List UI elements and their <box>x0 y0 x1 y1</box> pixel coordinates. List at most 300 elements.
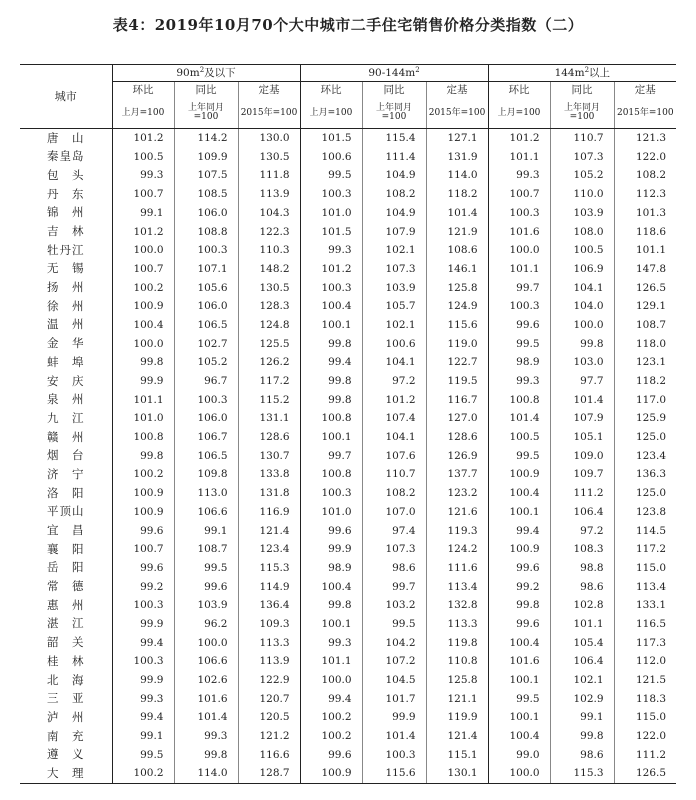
index-value: 104.9 <box>362 166 426 185</box>
index-value: 126.5 <box>614 279 676 298</box>
city-name: 常 德 <box>47 579 85 594</box>
index-value: 110.7 <box>362 465 426 484</box>
index-value: 100.7 <box>112 185 174 204</box>
index-value: 99.6 <box>112 521 174 540</box>
index-value: 130.5 <box>238 279 300 298</box>
table-row <box>20 596 676 615</box>
group-header-small: $90m^2$及以下 <box>112 65 300 82</box>
table-row <box>20 279 676 298</box>
city-name: 九 江 <box>47 410 85 425</box>
index-value: 99.0 <box>488 746 550 765</box>
index-value: 106.0 <box>174 204 238 223</box>
index-value: 116.5 <box>614 615 676 634</box>
index-value: 106.4 <box>550 652 614 671</box>
index-value: 101.6 <box>488 222 550 241</box>
subcol-header: 定基 <box>426 82 488 99</box>
index-value: 99.3 <box>174 727 238 746</box>
index-value: 127.1 <box>426 129 488 148</box>
index-value: 132.8 <box>426 596 488 615</box>
index-value: 102.1 <box>550 671 614 690</box>
index-value: 100.6 <box>300 148 362 167</box>
index-value: 122.3 <box>238 222 300 241</box>
index-value: 100.9 <box>112 484 174 503</box>
index-value: 99.5 <box>112 746 174 765</box>
city-name: 吉 林 <box>47 224 85 239</box>
index-value: 122.0 <box>614 727 676 746</box>
index-value: 101.4 <box>174 708 238 727</box>
index-value: 107.5 <box>174 166 238 185</box>
table-row <box>20 428 676 447</box>
index-value: 114.5 <box>614 521 676 540</box>
index-value: 102.8 <box>550 596 614 615</box>
index-value: 99.3 <box>300 634 362 653</box>
table-row <box>20 185 676 204</box>
base-header: 上月=100 <box>112 98 174 129</box>
index-value: 100.0 <box>488 241 550 260</box>
index-value: 99.7 <box>488 279 550 298</box>
index-value: 115.4 <box>362 129 426 148</box>
index-value: 109.9 <box>174 148 238 167</box>
city-name: 赣 州 <box>47 429 85 444</box>
index-value: 115.6 <box>426 316 488 335</box>
subcol-header: 环比 <box>112 82 174 99</box>
index-value: 99.5 <box>362 615 426 634</box>
index-value: 123.4 <box>614 447 676 466</box>
city-name: 南 充 <box>47 728 85 743</box>
table-row <box>20 559 676 578</box>
index-value: 101.4 <box>362 727 426 746</box>
index-value: 100.8 <box>300 465 362 484</box>
index-value: 106.9 <box>550 260 614 279</box>
index-value: 102.6 <box>174 671 238 690</box>
index-value: 100.1 <box>300 316 362 335</box>
index-value: 104.1 <box>550 279 614 298</box>
index-value: 109.8 <box>174 465 238 484</box>
index-value: 99.1 <box>112 204 174 223</box>
table-row <box>20 764 676 783</box>
index-value: 115.1 <box>426 746 488 765</box>
index-value: 104.5 <box>362 671 426 690</box>
index-value: 108.2 <box>362 185 426 204</box>
index-value: 100.5 <box>488 428 550 447</box>
index-value: 99.2 <box>112 578 174 597</box>
index-value: 102.1 <box>362 241 426 260</box>
index-value: 100.4 <box>488 634 550 653</box>
index-value: 123.2 <box>426 484 488 503</box>
city-name: 唐 山 <box>47 130 85 145</box>
table-row <box>20 129 676 148</box>
index-value: 121.3 <box>614 129 676 148</box>
index-value: 146.1 <box>426 260 488 279</box>
index-value: 98.8 <box>550 559 614 578</box>
table-row <box>20 727 676 746</box>
index-value: 105.2 <box>174 353 238 372</box>
index-value: 131.8 <box>238 484 300 503</box>
index-value: 99.8 <box>550 727 614 746</box>
index-value: 131.1 <box>238 409 300 428</box>
index-value: 99.9 <box>112 372 174 391</box>
index-value: 120.5 <box>238 708 300 727</box>
base-header: 上年同月 =100 <box>550 98 614 129</box>
index-value: 120.7 <box>238 690 300 709</box>
index-value: 100.2 <box>300 727 362 746</box>
index-value: 101.0 <box>300 503 362 522</box>
index-value: 107.9 <box>362 222 426 241</box>
city-name: 徐 州 <box>47 298 85 313</box>
index-value: 99.3 <box>488 166 550 185</box>
index-value: 147.8 <box>614 260 676 279</box>
index-value: 111.8 <box>238 166 300 185</box>
index-value: 125.0 <box>614 484 676 503</box>
table-row <box>20 503 676 522</box>
index-value: 99.4 <box>112 634 174 653</box>
city-name: 泉 州 <box>47 392 85 407</box>
index-value: 99.8 <box>112 353 174 372</box>
index-value: 122.0 <box>614 148 676 167</box>
index-value: 97.2 <box>362 372 426 391</box>
price-index-table <box>20 64 676 784</box>
table-row <box>20 391 676 410</box>
index-value: 98.9 <box>300 559 362 578</box>
index-value: 110.3 <box>238 241 300 260</box>
subcol-header: 同比 <box>362 82 426 99</box>
table-row <box>20 540 676 559</box>
index-value: 101.1 <box>614 241 676 260</box>
index-value: 97.7 <box>550 372 614 391</box>
index-value: 99.8 <box>112 447 174 466</box>
city-name: 温 州 <box>47 317 85 332</box>
index-value: 99.4 <box>300 353 362 372</box>
index-value: 102.7 <box>174 335 238 354</box>
index-value: 130.7 <box>238 447 300 466</box>
table-row <box>20 297 676 316</box>
index-value: 122.9 <box>238 671 300 690</box>
index-value: 101.1 <box>488 148 550 167</box>
index-value: 100.9 <box>488 540 550 559</box>
index-value: 124.2 <box>426 540 488 559</box>
table-row <box>20 634 676 653</box>
city-name: 蚌 埠 <box>47 354 85 369</box>
table-row <box>20 652 676 671</box>
index-value: 99.4 <box>300 690 362 709</box>
city-name: 济 宁 <box>47 466 85 481</box>
index-value: 108.2 <box>614 166 676 185</box>
index-value: 100.8 <box>300 409 362 428</box>
city-name: 安 庆 <box>47 373 85 388</box>
index-value: 113.3 <box>238 634 300 653</box>
index-value: 133.8 <box>238 465 300 484</box>
index-value: 100.0 <box>112 241 174 260</box>
subcol-header: 同比 <box>550 82 614 99</box>
base-header: 2015年=100 <box>426 98 488 129</box>
table-row <box>20 708 676 727</box>
index-value: 99.7 <box>362 578 426 597</box>
index-value: 101.1 <box>550 615 614 634</box>
index-value: 99.6 <box>112 559 174 578</box>
index-value: 109.0 <box>550 447 614 466</box>
index-value: 100.3 <box>112 596 174 615</box>
index-value: 101.5 <box>300 222 362 241</box>
index-value: 121.1 <box>426 690 488 709</box>
index-value: 100.9 <box>112 297 174 316</box>
index-value: 105.7 <box>362 297 426 316</box>
index-value: 107.3 <box>362 260 426 279</box>
subcol-header: 同比 <box>174 82 238 99</box>
index-value: 112.0 <box>614 652 676 671</box>
city-name: 丹 东 <box>47 186 85 201</box>
index-value: 100.9 <box>112 503 174 522</box>
index-value: 115.6 <box>362 764 426 783</box>
index-value: 116.7 <box>426 391 488 410</box>
index-value: 113.9 <box>238 185 300 204</box>
city-name: 金 华 <box>47 336 85 351</box>
index-value: 99.4 <box>488 521 550 540</box>
index-value: 114.0 <box>174 764 238 783</box>
index-value: 100.7 <box>112 540 174 559</box>
index-value: 100.3 <box>174 391 238 410</box>
index-value: 104.9 <box>362 204 426 223</box>
index-value: 100.9 <box>300 764 362 783</box>
index-value: 103.0 <box>550 353 614 372</box>
index-value: 131.9 <box>426 148 488 167</box>
index-value: 99.9 <box>362 708 426 727</box>
index-value: 108.7 <box>174 540 238 559</box>
index-value: 99.9 <box>112 671 174 690</box>
city-name: 岳 阳 <box>47 560 85 575</box>
table-row <box>20 316 676 335</box>
group-header-large: $144m^2$以上 <box>488 65 676 82</box>
index-value: 101.2 <box>112 222 174 241</box>
index-value: 101.1 <box>488 260 550 279</box>
index-value: 118.2 <box>426 185 488 204</box>
index-value: 130.1 <box>426 764 488 783</box>
index-value: 105.4 <box>550 634 614 653</box>
index-value: 113.0 <box>174 484 238 503</box>
index-value: 117.0 <box>614 391 676 410</box>
index-value: 101.5 <box>300 129 362 148</box>
index-value: 117.2 <box>614 540 676 559</box>
index-value: 99.1 <box>112 727 174 746</box>
index-value: 100.7 <box>112 260 174 279</box>
index-value: 98.6 <box>362 559 426 578</box>
index-value: 128.3 <box>238 297 300 316</box>
index-value: 127.0 <box>426 409 488 428</box>
index-value: 104.2 <box>362 634 426 653</box>
index-value: 111.2 <box>550 484 614 503</box>
city-name: 大 理 <box>20 764 112 783</box>
index-value: 99.9 <box>300 540 362 559</box>
index-value: 128.7 <box>238 764 300 783</box>
index-value: 109.3 <box>238 615 300 634</box>
index-value: 100.4 <box>488 727 550 746</box>
index-value: 102.1 <box>362 316 426 335</box>
subcol-header: 环比 <box>300 82 362 99</box>
index-value: 107.3 <box>362 540 426 559</box>
table-row <box>20 521 676 540</box>
city-name: 桂 林 <box>47 653 85 668</box>
index-value: 100.6 <box>362 335 426 354</box>
index-value: 123.4 <box>238 540 300 559</box>
index-value: 99.5 <box>174 559 238 578</box>
index-value: 124.8 <box>238 316 300 335</box>
index-value: 98.9 <box>488 353 550 372</box>
index-value: 126.9 <box>426 447 488 466</box>
index-value: 96.2 <box>174 615 238 634</box>
index-value: 104.1 <box>362 428 426 447</box>
index-value: 99.3 <box>488 372 550 391</box>
index-value: 114.9 <box>238 578 300 597</box>
index-value: 99.6 <box>300 521 362 540</box>
index-value: 100.0 <box>174 634 238 653</box>
index-value: 123.8 <box>614 503 676 522</box>
subcol-header: 定基 <box>238 82 300 99</box>
index-value: 100.3 <box>300 484 362 503</box>
index-value: 99.4 <box>112 708 174 727</box>
city-name: 牡丹江 <box>47 242 85 257</box>
index-value: 103.9 <box>550 204 614 223</box>
index-value: 106.4 <box>550 503 614 522</box>
table-body <box>20 129 676 784</box>
index-value: 114.2 <box>174 129 238 148</box>
index-value: 101.0 <box>112 409 174 428</box>
table-row <box>20 578 676 597</box>
index-value: 107.4 <box>362 409 426 428</box>
index-value: 100.8 <box>488 391 550 410</box>
index-value: 100.3 <box>362 746 426 765</box>
city-name: 无 锡 <box>47 261 85 276</box>
table-row <box>20 260 676 279</box>
base-header: 上年同月 =100 <box>174 98 238 129</box>
index-value: 106.0 <box>174 409 238 428</box>
base-header: 上月=100 <box>300 98 362 129</box>
index-value: 115.0 <box>614 559 676 578</box>
index-value: 104.3 <box>238 204 300 223</box>
index-value: 97.2 <box>550 521 614 540</box>
index-value: 116.9 <box>238 503 300 522</box>
index-value: 100.4 <box>488 484 550 503</box>
city-name: 韶 关 <box>47 635 85 650</box>
index-value: 121.6 <box>426 503 488 522</box>
index-value: 113.3 <box>426 615 488 634</box>
index-value: 101.7 <box>362 690 426 709</box>
index-value: 103.2 <box>362 596 426 615</box>
table-row <box>20 447 676 466</box>
index-value: 128.6 <box>238 428 300 447</box>
city-name: 遵 义 <box>47 747 85 762</box>
index-value: 101.4 <box>426 204 488 223</box>
index-value: 107.6 <box>362 447 426 466</box>
table-header <box>20 65 676 129</box>
index-value: 105.1 <box>550 428 614 447</box>
index-value: 100.8 <box>112 428 174 447</box>
index-value: 101.1 <box>112 391 174 410</box>
index-value: 106.5 <box>174 447 238 466</box>
index-value: 99.5 <box>488 447 550 466</box>
index-value: 99.8 <box>300 596 362 615</box>
index-value: 107.1 <box>174 260 238 279</box>
index-value: 118.2 <box>614 372 676 391</box>
table-row <box>20 465 676 484</box>
index-value: 100.1 <box>300 428 362 447</box>
index-value: 100.3 <box>174 241 238 260</box>
index-value: 130.0 <box>238 129 300 148</box>
index-value: 148.2 <box>238 260 300 279</box>
index-value: 133.1 <box>614 596 676 615</box>
index-value: 99.8 <box>300 391 362 410</box>
index-value: 126.5 <box>614 764 676 783</box>
index-value: 99.5 <box>488 690 550 709</box>
index-value: 98.6 <box>550 746 614 765</box>
index-value: 121.9 <box>426 222 488 241</box>
index-value: 107.3 <box>550 148 614 167</box>
table-row <box>20 746 676 765</box>
index-value: 101.6 <box>488 652 550 671</box>
index-value: 104.1 <box>362 353 426 372</box>
table-row <box>20 335 676 354</box>
city-name: 包 头 <box>47 167 85 182</box>
index-value: 106.0 <box>174 297 238 316</box>
index-value: 136.3 <box>614 465 676 484</box>
index-value: 106.6 <box>174 503 238 522</box>
index-value: 100.5 <box>550 241 614 260</box>
index-value: 100.4 <box>300 297 362 316</box>
index-value: 121.5 <box>614 671 676 690</box>
index-value: 105.2 <box>550 166 614 185</box>
city-name: 平顶山 <box>47 504 85 519</box>
index-value: 99.5 <box>488 335 550 354</box>
subcol-header: 环比 <box>488 82 550 99</box>
index-value: 99.6 <box>174 578 238 597</box>
page-title: 表4：2019年10月70个大中城市二手住宅销售价格分类指数（二） <box>112 16 584 34</box>
index-value: 101.2 <box>362 391 426 410</box>
index-value: 125.0 <box>614 428 676 447</box>
index-value: 99.1 <box>550 708 614 727</box>
index-value: 99.6 <box>300 746 362 765</box>
index-value: 129.1 <box>614 297 676 316</box>
index-value: 100.3 <box>488 297 550 316</box>
index-value: 118.6 <box>614 222 676 241</box>
index-value: 121.4 <box>426 727 488 746</box>
index-value: 99.9 <box>112 615 174 634</box>
index-value: 124.9 <box>426 297 488 316</box>
city-column-header: 城市 <box>20 65 112 129</box>
index-value: 108.7 <box>614 316 676 335</box>
index-value: 101.0 <box>300 204 362 223</box>
index-value: 103.9 <box>174 596 238 615</box>
city-name: 湛 江 <box>47 616 85 631</box>
index-value: 111.4 <box>362 148 426 167</box>
index-value: 100.2 <box>112 764 174 783</box>
index-value: 100.2 <box>112 279 174 298</box>
index-value: 126.2 <box>238 353 300 372</box>
table-row <box>20 204 676 223</box>
index-value: 119.3 <box>426 521 488 540</box>
index-value: 101.2 <box>112 129 174 148</box>
index-value: 99.6 <box>488 615 550 634</box>
index-value: 105.6 <box>174 279 238 298</box>
city-name: 秦皇岛 <box>47 149 85 164</box>
index-value: 121.4 <box>238 521 300 540</box>
index-value: 100.2 <box>112 465 174 484</box>
table-row <box>20 148 676 167</box>
index-value: 99.8 <box>174 746 238 765</box>
index-value: 125.8 <box>426 671 488 690</box>
index-value: 108.6 <box>426 241 488 260</box>
index-value: 108.2 <box>362 484 426 503</box>
index-value: 100.0 <box>300 671 362 690</box>
index-value: 111.6 <box>426 559 488 578</box>
index-value: 110.8 <box>426 652 488 671</box>
